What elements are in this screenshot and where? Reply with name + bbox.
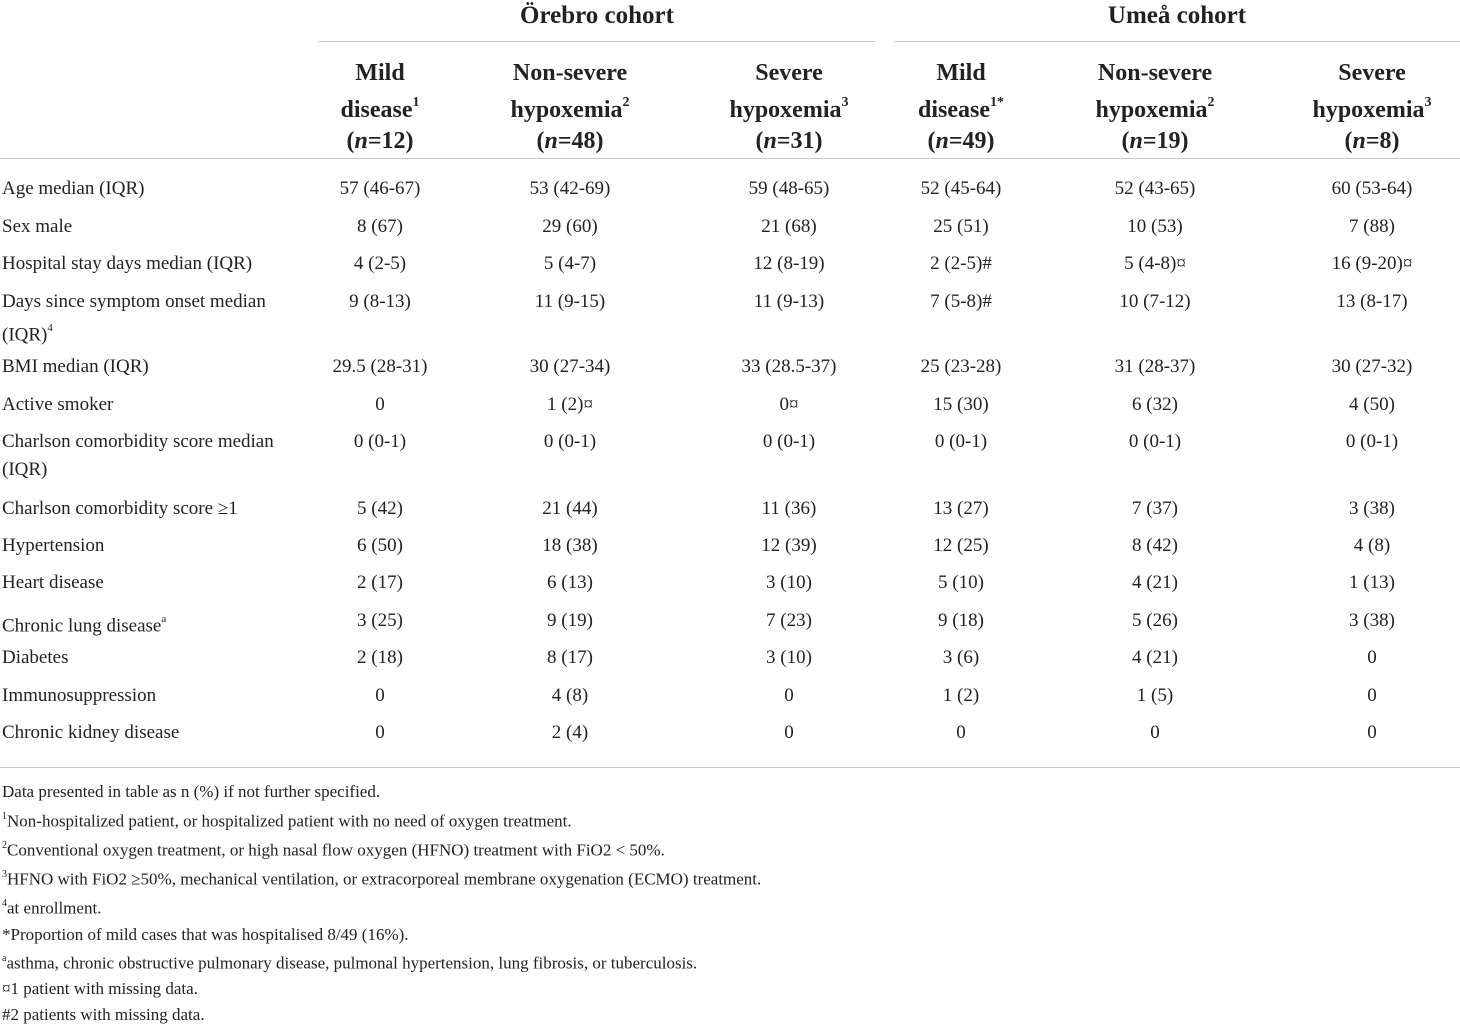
- footnote-text: at enrollment.: [7, 899, 102, 918]
- footnote-text: Data presented in table as n (%) if not further specified.: [2, 782, 381, 801]
- footnote-mark: 3: [2, 869, 7, 881]
- footnote: [2, 779, 761, 805]
- footnote: [2, 863, 761, 892]
- column-header-line2: [704, 89, 874, 126]
- table-cell: 25 (23-28): [920, 356, 1002, 377]
- row-label: [2, 569, 312, 597]
- row-label: [2, 532, 312, 560]
- table-cell: 3 (10): [766, 572, 812, 593]
- row-label-text: Days since symptom onset median (IQR): [2, 291, 266, 346]
- table-cell: 11 (36): [761, 498, 817, 519]
- table-cell: 7 (5-8)#: [930, 291, 992, 312]
- column-header-line2: [1065, 89, 1245, 126]
- table-cell: 12 (8-19): [753, 253, 825, 274]
- column-header-footnote-mark: 1: [412, 95, 420, 110]
- column-header-count: (n=19): [1121, 128, 1189, 154]
- column-header-term: disease: [918, 97, 990, 123]
- table-cell: 0 (0-1): [762, 431, 816, 452]
- table-cell: 8 (67): [357, 216, 403, 237]
- footnote-mark: 1: [2, 810, 7, 822]
- table-cell: 29 (60): [542, 216, 598, 237]
- cohort-underline-umea: [894, 41, 1460, 42]
- footnote-text: Non-hospitalized patient, or hospitalized patient with no need of oxygen treatment.: [7, 811, 572, 831]
- column-header-term: hypoxemia: [1312, 97, 1425, 123]
- column-header-n-value: 12: [381, 128, 406, 154]
- table-cell: 13 (27): [933, 498, 989, 519]
- table-cell: 3 (38): [1349, 610, 1395, 631]
- table-cell: 0: [1367, 647, 1377, 668]
- row-label-text: Charlson comorbidity score ≥1: [2, 498, 238, 519]
- table-cell: 52 (43-65): [1114, 178, 1196, 199]
- column-header-line2: [896, 89, 1026, 126]
- footnote: [2, 947, 761, 976]
- footnote-text: HFNO with FiO2 ≥50%, mechanical ventilation, or extracorporeal membrane oxygenation (ECMO) treatment.: [7, 869, 762, 889]
- cohort-underline-orebro: [318, 41, 876, 42]
- table-cell: 4 (2-5): [353, 253, 407, 274]
- row-label: [2, 250, 312, 278]
- column-header-n-symbol: n: [354, 128, 368, 154]
- row-label-footnote-mark: a: [161, 613, 167, 625]
- row-label-text: Age median (IQR): [2, 178, 145, 199]
- header-bottom-rule: [0, 158, 1460, 159]
- table-cell: 0 (0-1): [1345, 431, 1399, 452]
- table-cell: 52 (45-64): [920, 178, 1002, 199]
- row-label-text: Chronic kidney disease: [2, 722, 180, 743]
- table-cell: 6 (32): [1132, 394, 1178, 415]
- column-header: [704, 58, 874, 157]
- table-cell: 53 (42-69): [529, 178, 611, 199]
- table-cell: 1 (13): [1349, 572, 1395, 593]
- table-cell: 0: [1150, 722, 1160, 743]
- table-cell: 3 (6): [942, 647, 980, 668]
- column-header: [896, 58, 1026, 157]
- table-cell: 5 (10): [938, 572, 984, 593]
- table-cell: 4 (8): [1353, 535, 1391, 556]
- table-cell: 10 (53): [1127, 216, 1183, 237]
- row-label: [2, 644, 312, 672]
- cohort-header-umea: Umeå cohort: [1107, 2, 1247, 29]
- footnote-mark: 2: [2, 839, 7, 851]
- table-cell: 16 (9-20)¤: [1331, 253, 1413, 274]
- table-cell: 18 (38): [542, 535, 598, 556]
- table-cell: 0 (0-1): [353, 431, 407, 452]
- column-header-count: (n=31): [755, 128, 823, 154]
- table-cell: 5 (26): [1132, 610, 1178, 631]
- table-cell: 33 (28.5-37): [741, 356, 837, 377]
- table-cell: 2 (4): [551, 722, 589, 743]
- column-header-asterisk: *: [997, 95, 1004, 110]
- column-header-term: hypoxemia: [1095, 97, 1208, 123]
- row-label-text: Chronic lung disease: [2, 615, 162, 637]
- table-cell: 3 (10): [766, 647, 812, 668]
- column-header-count: (n=49): [927, 128, 995, 154]
- column-header-term: disease: [340, 97, 413, 123]
- column-header-footnote-mark: 3: [1424, 95, 1432, 110]
- column-header-n-symbol: n: [763, 128, 777, 154]
- table-cell: 15 (30): [933, 394, 989, 415]
- footnote: [2, 922, 761, 948]
- column-header-n-value: 8: [1379, 128, 1392, 154]
- table-cell: 8 (42): [1132, 535, 1178, 556]
- column-header-line1: Non-severe: [512, 60, 628, 86]
- column-header-n-value: 48: [571, 128, 596, 154]
- table-cell: 0: [956, 722, 966, 743]
- column-header-n-symbol: n: [1352, 128, 1366, 154]
- row-label-text: Charlson comorbidity score median (IQR): [2, 431, 274, 480]
- footnote-text: ¤1 patient with missing data.: [2, 979, 198, 999]
- table-cell: 1 (2)¤: [547, 394, 593, 415]
- column-header-n-symbol: n: [544, 128, 558, 154]
- row-label: [2, 213, 312, 241]
- table-cell: 2 (18): [357, 647, 403, 668]
- table-cell: 60 (53-64): [1331, 178, 1413, 199]
- row-label: [2, 719, 312, 747]
- column-header: [315, 58, 445, 157]
- row-label-text: Active smoker: [2, 394, 114, 415]
- table-cell: 7 (88): [1349, 216, 1395, 237]
- table-cell: 10 (7-12): [1119, 291, 1191, 312]
- row-label-text: Hospital stay days median (IQR): [2, 253, 253, 274]
- row-label-text: Sex male: [2, 216, 73, 237]
- table-cell: 31 (28-37): [1114, 356, 1196, 377]
- table-cell: 11 (9-13): [753, 291, 825, 312]
- footnote-mark: 4: [2, 898, 7, 910]
- table-cell: 5 (4-7): [543, 253, 597, 274]
- table-cell: 7 (23): [766, 610, 812, 631]
- row-label: [2, 428, 312, 484]
- column-header-line2: [1287, 89, 1457, 126]
- column-header-term: hypoxemia: [510, 97, 623, 123]
- row-label: [2, 607, 312, 640]
- row-label-text: Heart disease: [2, 572, 104, 593]
- table-cell: 0 (0-1): [934, 431, 988, 452]
- table-cell: 8 (17): [547, 647, 593, 668]
- table-cell: 4 (21): [1132, 572, 1178, 593]
- row-label: [2, 175, 312, 203]
- table-cell: 12 (25): [933, 535, 989, 556]
- row-label: [2, 682, 312, 710]
- column-header-footnote-mark: 2: [1207, 95, 1215, 110]
- table-cell: 2 (17): [357, 572, 403, 593]
- table-cell: 13 (8-17): [1336, 291, 1408, 312]
- table-cell: 0: [784, 685, 794, 706]
- row-label: [2, 391, 312, 419]
- table-cell: 7 (37): [1132, 498, 1178, 519]
- footnote: [2, 976, 761, 1002]
- row-label-text: Immunosuppression: [2, 685, 157, 706]
- table-cell: 9 (19): [547, 610, 593, 631]
- column-header-n-symbol: n: [935, 128, 949, 154]
- table-cell: 9 (18): [938, 610, 984, 631]
- column-header-count: (n=8): [1344, 128, 1400, 154]
- column-header-line1: Mild: [936, 60, 986, 86]
- column-header-term: hypoxemia: [729, 97, 842, 123]
- table-cell: 3 (38): [1349, 498, 1395, 519]
- cohort-header-orebro: Örebro cohort: [520, 2, 674, 29]
- table-cell: 0: [375, 394, 385, 415]
- table-cell: 11 (9-15): [534, 291, 606, 312]
- table-cell: 4 (50): [1349, 394, 1395, 415]
- footnote: [2, 805, 761, 834]
- table-cell: 9 (8-13): [349, 291, 411, 312]
- table-bottom-rule: [0, 767, 1460, 768]
- table-cell: 0: [1367, 685, 1377, 706]
- table-cell: 5 (4-8)¤: [1124, 253, 1186, 274]
- table-cell: 3 (25): [357, 610, 403, 631]
- column-header-line2: [315, 89, 445, 126]
- footnote-text: #2 patients with missing data.: [2, 1005, 205, 1025]
- table-cell: 21 (68): [761, 216, 817, 237]
- table-cell: 0: [375, 722, 385, 743]
- column-header-line1: Severe: [1338, 60, 1406, 86]
- table-cell: 0¤: [779, 394, 799, 415]
- column-header-n-symbol: n: [1129, 128, 1143, 154]
- table-cell: 12 (39): [761, 535, 817, 556]
- table-cell: 0: [1367, 722, 1377, 743]
- column-header-count: (n=48): [536, 128, 604, 154]
- footnotes: [2, 779, 761, 1028]
- table-cell: 0: [784, 722, 794, 743]
- column-header: [480, 58, 660, 157]
- table-cell: 21 (44): [542, 498, 598, 519]
- column-header-n-value: 19: [1156, 128, 1181, 154]
- table-cell: 30 (27-32): [1331, 356, 1413, 377]
- footnote-text: Conventional oxygen treatment, or high nasal flow oxygen (HFNO) treatment with FiO2 < 50%.: [7, 840, 665, 860]
- row-label: [2, 288, 312, 349]
- row-label-text: BMI median (IQR): [2, 356, 149, 377]
- column-header-n-value: 31: [790, 128, 815, 154]
- table-cell: 0: [375, 685, 385, 706]
- table-cell: 29.5 (28-31): [332, 356, 428, 377]
- table-cell: 4 (21): [1132, 647, 1178, 668]
- table-cell: 25 (51): [933, 216, 989, 237]
- table-cell: 5 (42): [357, 498, 403, 519]
- row-label-text: Hypertension: [2, 535, 105, 556]
- column-header-footnote-mark: 2: [622, 95, 630, 110]
- table-cell: 1 (2): [942, 685, 980, 706]
- table-cell: 4 (8): [551, 685, 589, 706]
- footnote-mark: a: [2, 953, 7, 965]
- column-header-line2: [480, 89, 660, 126]
- footnote-text: *Proportion of mild cases that was hospitalised 8/49 (16%).: [2, 924, 409, 944]
- footnote: [2, 892, 761, 921]
- table-cell: 59 (48-65): [748, 178, 830, 199]
- table-cell: 0 (0-1): [543, 431, 597, 452]
- row-label: [2, 353, 312, 381]
- column-header-line1: Non-severe: [1097, 60, 1213, 86]
- table-cell: 6 (13): [547, 572, 593, 593]
- column-header-line1: Mild: [355, 60, 405, 86]
- row-label: [2, 495, 312, 523]
- column-header-footnote-mark: 1: [990, 95, 997, 110]
- row-label-footnote-mark: 4: [47, 322, 53, 334]
- column-header-footnote-mark: 3: [841, 95, 849, 110]
- table-cell: 57 (46-67): [339, 178, 421, 199]
- footnote-text: asthma, chronic obstructive pulmonary disease, pulmonal hypertension, lung fibrosis, or tuberculosis.: [6, 953, 698, 973]
- footnote: [2, 834, 761, 863]
- column-header-count: (n=12): [346, 128, 414, 154]
- column-header-n-value: 49: [962, 128, 987, 154]
- row-label-text: Diabetes: [2, 647, 69, 668]
- table-cell: 2 (2-5)#: [930, 253, 992, 274]
- table-cell: 30 (27-34): [529, 356, 611, 377]
- footnote: [2, 1002, 761, 1028]
- column-header: [1287, 58, 1457, 157]
- column-header: [1065, 58, 1245, 157]
- table-cell: 1 (5): [1136, 685, 1174, 706]
- column-header-line1: Severe: [755, 60, 823, 86]
- table-cell: 6 (50): [357, 535, 403, 556]
- table-cell: 0 (0-1): [1128, 431, 1182, 452]
